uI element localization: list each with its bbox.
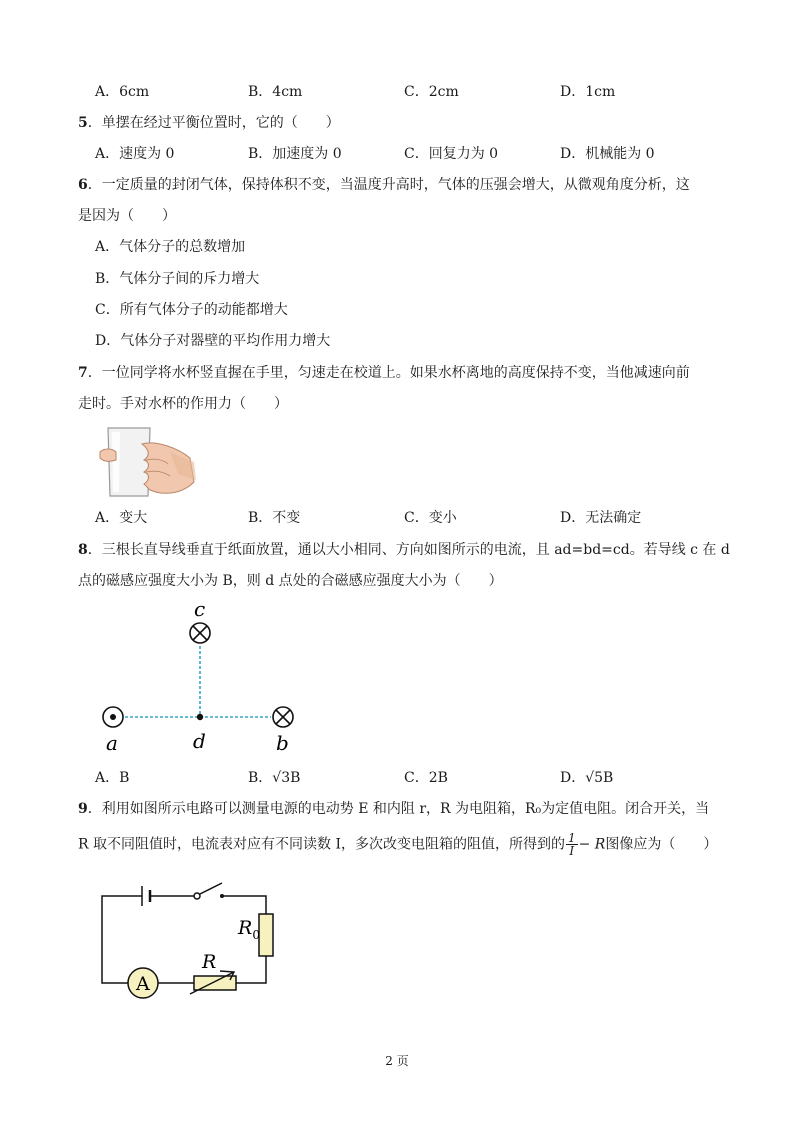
q7-option-d: D．无法确定 <box>560 510 642 526</box>
q4-option-d: D．1cm <box>560 84 616 100</box>
q8-stem-line2: 点的磁感应强度大小为 B，则 d 点处的合磁感应强度大小为（ ） <box>78 573 503 589</box>
q7-stem-text: ．一位同学将水杯竖直握在手里，匀速走在校道上。如果水杯离地的高度保持不变，当他减速向前 <box>87 365 690 381</box>
q5-stem <box>78 113 340 133</box>
label-d: d <box>193 729 206 753</box>
q9-stem-line1 <box>78 799 709 819</box>
point-d-dot <box>197 714 203 720</box>
q9-number: 9 <box>78 801 88 817</box>
inverse-current-fraction <box>566 832 578 857</box>
q5-option-b: B．加速度为 0 <box>248 146 342 162</box>
label-a: a <box>106 731 118 755</box>
ammeter-label: A <box>136 973 150 995</box>
label-b: b <box>276 731 289 755</box>
q8-option-d: D．√5B <box>560 770 614 786</box>
switch-blade <box>198 883 222 895</box>
q6-stem-text: ．一定质量的封闭气体，保持体积不变，当温度升高时，气体的压强会增大，从微观角度分析，这 <box>87 177 690 193</box>
circuit-diagram <box>98 876 280 1000</box>
q5-stem-text: ．单摆在经过平衡位置时，它的（ ） <box>87 115 340 131</box>
q9-stem-line2-text: R 取不同阻值时，电流表对应有不同读数 I，多次改变电阻箱的阻值，所得到的 <box>78 836 565 853</box>
q5-number: 5 <box>78 115 88 131</box>
wire-b-into-page-icon <box>273 707 293 727</box>
switch-contact-left <box>194 893 200 899</box>
q8-option-b: B．√3B <box>248 770 301 786</box>
q8-option-c: C．2B <box>404 770 448 786</box>
three-wires-figure <box>90 596 320 756</box>
q7-option-a: A．变大 <box>95 510 148 526</box>
q4-option-b: B．4cm <box>248 84 303 100</box>
wire-a-out-of-page-icon <box>103 707 123 727</box>
q8-option-a: A．B <box>95 770 130 786</box>
q7-number: 7 <box>78 365 88 381</box>
q6-stem-line1 <box>78 175 690 195</box>
q6-option-c: C．所有气体分子的动能都增大 <box>95 302 288 318</box>
q7-stem-line2: 走时。手对水杯的作用力（ ） <box>78 396 288 412</box>
fraction-denominator: I <box>569 844 575 858</box>
q5-option-c: C．回复力为 0 <box>404 146 499 162</box>
fraction-numerator: 1 <box>567 831 576 845</box>
q9-stem-text: ．利用如图所示电路可以测量电源的电动势 E 和内阻 r，R 为电阻箱，R₀为定值电阻。闭合开关，当 <box>87 801 710 817</box>
q5-option-a: A．速度为 0 <box>95 146 175 162</box>
q9-stem-line2-end: 图像应为（ ） <box>605 836 718 853</box>
q6-stem-line2: 是因为（ ） <box>78 208 176 224</box>
r-label: R <box>202 951 217 973</box>
label-c: c <box>194 597 206 621</box>
q6-option-a: A．气体分子的总数增加 <box>95 239 246 255</box>
q7-option-b: B．不变 <box>248 510 301 526</box>
switch-contact-right <box>220 894 224 898</box>
q4-option-a: A．6cm <box>95 84 150 100</box>
minus-r-term: − R <box>578 836 606 853</box>
hand-holding-cup-figure <box>98 422 198 500</box>
q9-stem-line2 <box>78 832 717 857</box>
variable-resistor-r <box>194 976 236 990</box>
page-number: 2 页 <box>385 1054 409 1068</box>
fixed-resistor-r0 <box>259 914 273 956</box>
r0-label: $R_0$ <box>238 917 260 942</box>
q7-option-c: C．变小 <box>404 510 457 526</box>
q8-number: 8 <box>78 542 88 558</box>
q6-option-b: B．气体分子间的斥力增大 <box>95 271 260 287</box>
wire-c-into-page-icon <box>190 623 210 643</box>
q6-number: 6 <box>78 177 88 193</box>
q5-option-d: D．机械能为 0 <box>560 146 655 162</box>
q7-stem-line1 <box>78 363 690 383</box>
q8-stem-line1 <box>78 540 730 560</box>
q6-option-d: D．气体分子对器壁的平均作用力增大 <box>95 333 331 349</box>
q8-stem-text: ．三根长直导线垂直于纸面放置，通以大小相同、方向如图所示的电流，且 ad=bd=cd。若导线 c 在 d <box>87 542 730 558</box>
q4-option-c: C．2cm <box>404 84 459 100</box>
